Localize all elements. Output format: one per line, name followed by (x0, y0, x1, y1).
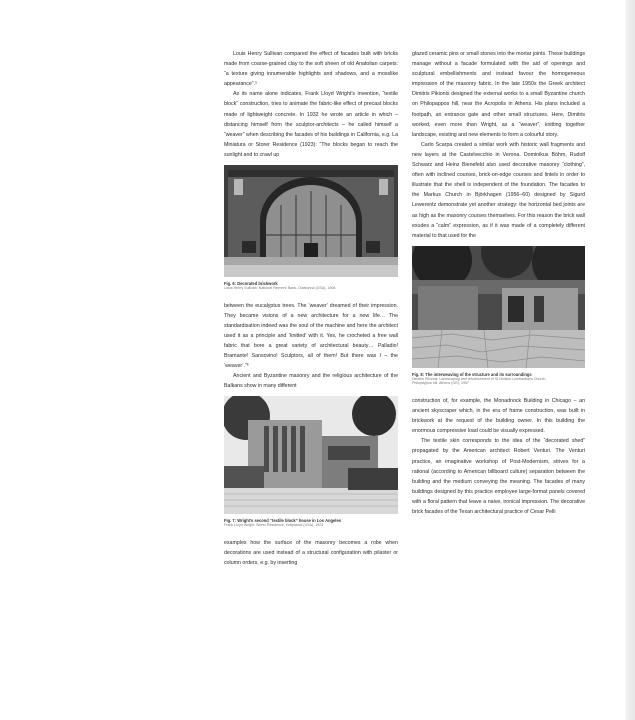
figure-8 (412, 246, 585, 386)
right-paragraph-2: Carlo Scarpa created a similar work with historic wall fragments and new layers at the Castelvecchio in Verona. Dominikus Böhm, Rudolf Schwarz and Heinz Bienefeld also used decorative masonry “clothing”, often with inclined courses, brick-on-edge courses and lintels in order to illustrate that the shell is independent of the foundation. The facades to the Markus Church in Björkhagen (1956–60) designed by Sigurd Lewerentz demonstrate yet another strategy: the horizontal bed joints are as high as the masonry courses themselves. For this reason the brick wall exudes a “calm” expression, as if it was made of a completely different material to that used for the (412, 141, 585, 239)
left-paragraph-1: Louis Henry Sullivan compared the effect of facades built with bricks made from coarse-grained clay to the soft sheen of old Anatolian carpets: “a texture giving innumerable highlights and shadows, and a mosslike appearance”.⁵ (224, 51, 398, 88)
fig6-photo-bank-facade (224, 165, 398, 277)
left-paragraph-3: between the eucalyptus trees. The ‘weaver’ dreamed of their impression. They became visions of a new architecture for a new life… The standardisation indeed was the soul of the machine and here the architect used it as a principle and ‘knitted’ with it. Yes, he crocheted a free wall fabric that bore a great variety of architectural beauty… Palladio! Bramante! Sansovino! Sculptors, all of them! But there was I – the ‘weaver’.”⁶ (224, 302, 398, 370)
fig6-caption-title: Fig. 6: Decorated brickwork (224, 281, 278, 287)
fig6-caption-credit: Louis Henry Sullivan: National Farmers’ Bank, Owatonna (USA), 1908 (224, 286, 336, 291)
fig8-caption-credit-line2: Philopappos hill, Athens (GR), 1957 (412, 381, 469, 386)
figure-6 (224, 165, 398, 291)
right-paragraph-3: construction of, for example, the Monadnock Building in Chicago – an ancient skyscraper which, in the era of frame construction, was built in brickwork at the request of the building owner. In this building the enormous compressive load could be visually expressed. (412, 397, 585, 435)
fig7-caption-title: Fig. 7: Wright’s second “textile block” house in Los Angeles (224, 518, 341, 524)
right-paragraph-4: The textile skin corresponds to the idea of the “decorated shed” propagated by the American architect Robert Venturi. The Venturi practice, an imaginative workshop of Post-Modernism, strives for a rational (according to American billboard culture) separation between the building and the medium conveying the meaning. The facades of many buildings designed by this practice employee large-format panels covered with a floral pattern that leave a naive, ironical impression. The decorative brick facades of the Texan architectural practice of Cesar Pelli (412, 438, 585, 515)
fig8-photo-pikionis-landscape (412, 246, 585, 368)
fig7-photo-storer-residence (224, 396, 398, 514)
page-edge-shadow (625, 0, 635, 720)
left-paragraph-5: examples how the surface of the masonry becomes a robe when decorations are used instead of a structural configuration with pilaster or column orders, e.g. by inserting (224, 540, 398, 567)
left-paragraph-4: Ancient and Byzantine masonry and the religious architecture of the Balkans show in many different (224, 373, 398, 390)
fig8-caption-title: Fig. 8: The interweaving of the structure and its surroundings (412, 371, 532, 377)
right-paragraph-1: glazed ceramic pins or small stones into the mortar joints. These buildings manage without a facade formulated with the aid of openings and sculptural embellishments and instead favour the homogeneous impression of the masonry fabric. In the late 1950s the Greek architect Dimitris Pikionis designed the external works to a small Byzantine church on Philopappos hill, near the Acropolis in Athens. His plans included a footpath, an entrance gate and other small structures. Here, Dimitris worked, even more than Wright, as a “weaver”, knitting together landscape, existing and new elements to form a colourful story. (412, 51, 585, 138)
fig8-caption-credit-line1: Dimitris Pikionis: Landscaping and refurbishment of St Dimitris Lumbardiaris Church, (412, 376, 547, 381)
left-paragraph-2: As its name alone indicates, Frank Lloyd Wright’s invention, “textile block” construction, tries to animate the fabric-like effect of precast blocks made of lightweight concrete. In 1932 he wrote an article in which – distancing himself from the sculptor-architects – he called himself a “weaver” when describing the facades of his buildings in California, e.g. La Miniatura or Storer Residence (1923): “The blocks began to reach the sunlight and to crawl up (224, 91, 398, 158)
left-column (224, 49, 398, 568)
fig7-caption-credit: Frank Lloyd Wright: Storer Residence, Hollywood (USA), 1923 (224, 523, 324, 528)
figure-7 (224, 396, 398, 528)
right-column (412, 49, 585, 517)
